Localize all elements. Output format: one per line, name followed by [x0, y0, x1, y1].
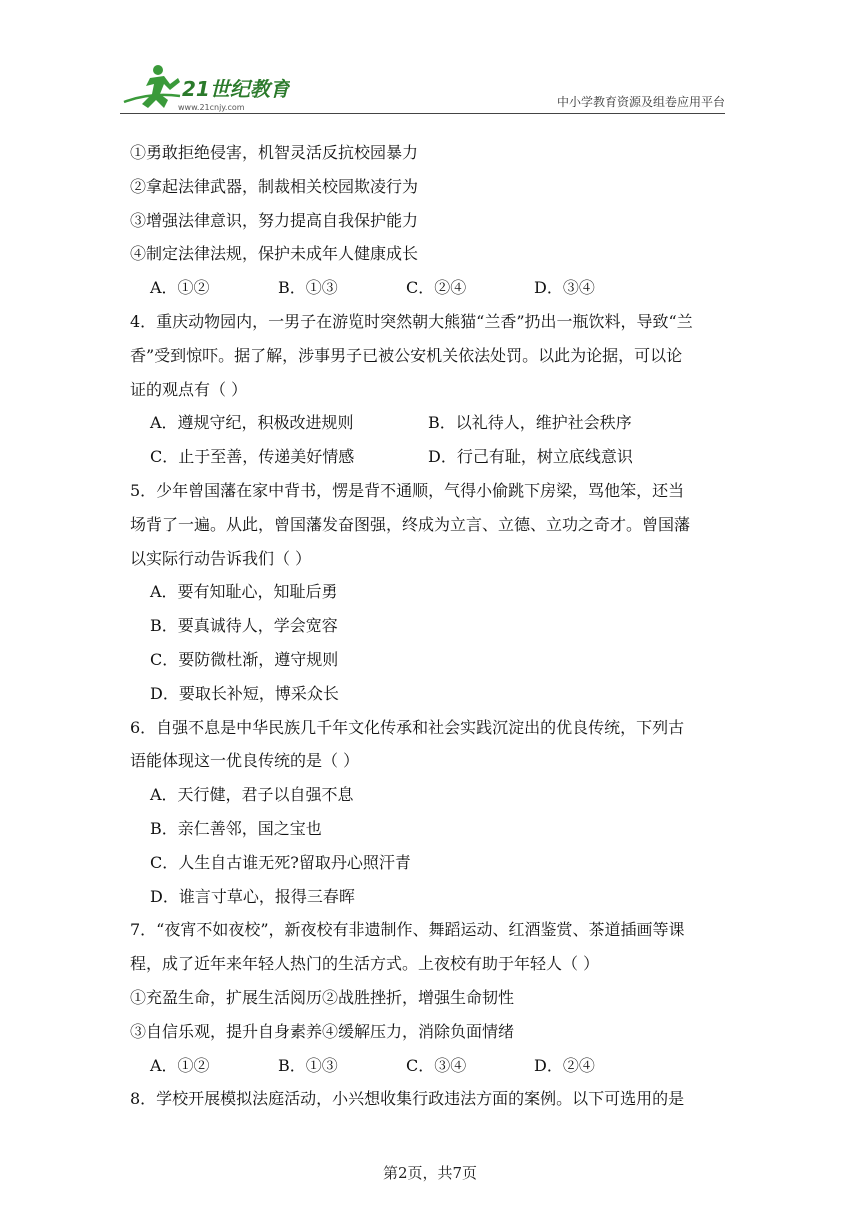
choice-b: B．以礼待人，维护社会秩序	[428, 413, 632, 433]
q5-stem: 场背了一遍。从此，曾国藩发奋图强，终成为立言、立德、立功之奇才。曾国藩	[130, 514, 691, 534]
page-number: 第2页，共7页	[382, 1164, 478, 1182]
choice-b: B．①③	[278, 278, 338, 298]
choice-c: C．止于至善，传递美好情感	[150, 447, 355, 467]
q3-statement: ④制定法律法规，保护未成年人健康成长	[130, 244, 419, 264]
q7-choices	[130, 1049, 735, 1083]
runner-icon	[124, 65, 180, 108]
logo-title: 21世纪教育	[182, 77, 290, 101]
q3-statement: ①勇敢拒绝侵害，机智灵活反抗校园暴力	[130, 143, 419, 162]
choice-a: A．①②	[150, 1055, 210, 1075]
q4-choices-row	[130, 440, 735, 474]
q5-stem: 5．少年曾国藩在家中背书，愣是背不通顺，气得小偷跳下房梁，骂他笨，还当	[130, 480, 685, 500]
choice-c: C．②④	[406, 278, 467, 298]
choice-d: D．谁言寸草心，报得三春晖	[150, 886, 355, 906]
question-content	[130, 136, 735, 1116]
header-divider	[120, 113, 725, 114]
choice-d: D．②④	[534, 1055, 595, 1075]
platform-label: 中小学教育资源及组卷应用平台	[556, 95, 725, 109]
choice-c: C．要防微杜渐，遵守规则	[150, 649, 339, 669]
q3-choices	[130, 271, 735, 305]
q8-stem: 8．学校开展模拟法庭活动，小兴想收集行政违法方面的案例。以下可选用的是	[130, 1089, 685, 1109]
q7-stem: 7．“夜宵不如夜校”，新夜校有非遗制作、舞蹈运动、红酒鉴赏、茶道插画等课	[130, 920, 685, 940]
q6-stem: 6．自强不息是中华民族几千年文化传承和社会实践沉淀出的优良传统，下列古	[130, 717, 685, 737]
q5-stem: 以实际行动告诉我们（ ）	[130, 548, 312, 568]
choice-a: A．①②	[150, 278, 210, 298]
choice-c: C．③④	[406, 1055, 467, 1075]
q6-stem: 语能体现这一优良传统的是（ ）	[130, 751, 360, 771]
site-logo	[120, 62, 290, 114]
q7-stem: 程，成了近年来年轻人热门的生活方式。上夜校有助于年轻人（ ）	[130, 954, 600, 974]
choice-b: B．要真诚待人，学会宽容	[150, 616, 338, 636]
choice-a: A．要有知耻心，知耻后勇	[150, 582, 338, 602]
q4-stem: 证的观点有（ ）	[130, 379, 248, 399]
choice-b: B．①③	[278, 1055, 338, 1075]
q4-stem: 4．重庆动物园内，一男子在游览时突然朝大熊猫“兰香”扔出一瓶饮料，导致“兰	[130, 311, 693, 331]
choice-d: D．行己有耻，树立底线意识	[428, 447, 633, 467]
choice-d: D．要取长补短，博采众长	[150, 683, 339, 703]
q3-statement: ②拿起法律武器，制裁相关校园欺凌行为	[130, 176, 419, 196]
choice-d: D．③④	[534, 278, 595, 298]
q4-choices-row	[130, 406, 735, 440]
logo-url: www.21cnjy.com	[178, 103, 245, 112]
q4-stem: 香”受到惊吓。据了解，涉事男子已被公安机关依法处罚。以此为论据，可以论	[130, 345, 683, 365]
q7-statement: ③自信乐观，提升自身素养④缓解压力，消除负面情绪	[130, 1021, 515, 1041]
choice-a: A．遵规守纪，积极改进规则	[150, 413, 354, 433]
choice-c: C．人生自古谁无死?留取丹心照汗青	[150, 852, 411, 872]
choice-b: B．亲仁善邻，国之宝也	[150, 818, 322, 838]
q7-statement: ①充盈生命，扩展生活阅历②战胜挫折，增强生命韧性	[130, 987, 515, 1007]
q3-statement: ③增强法律意识，努力提高自我保护能力	[130, 210, 419, 230]
page-header	[120, 62, 725, 114]
choice-a: A．天行健，君子以自强不息	[150, 785, 354, 805]
